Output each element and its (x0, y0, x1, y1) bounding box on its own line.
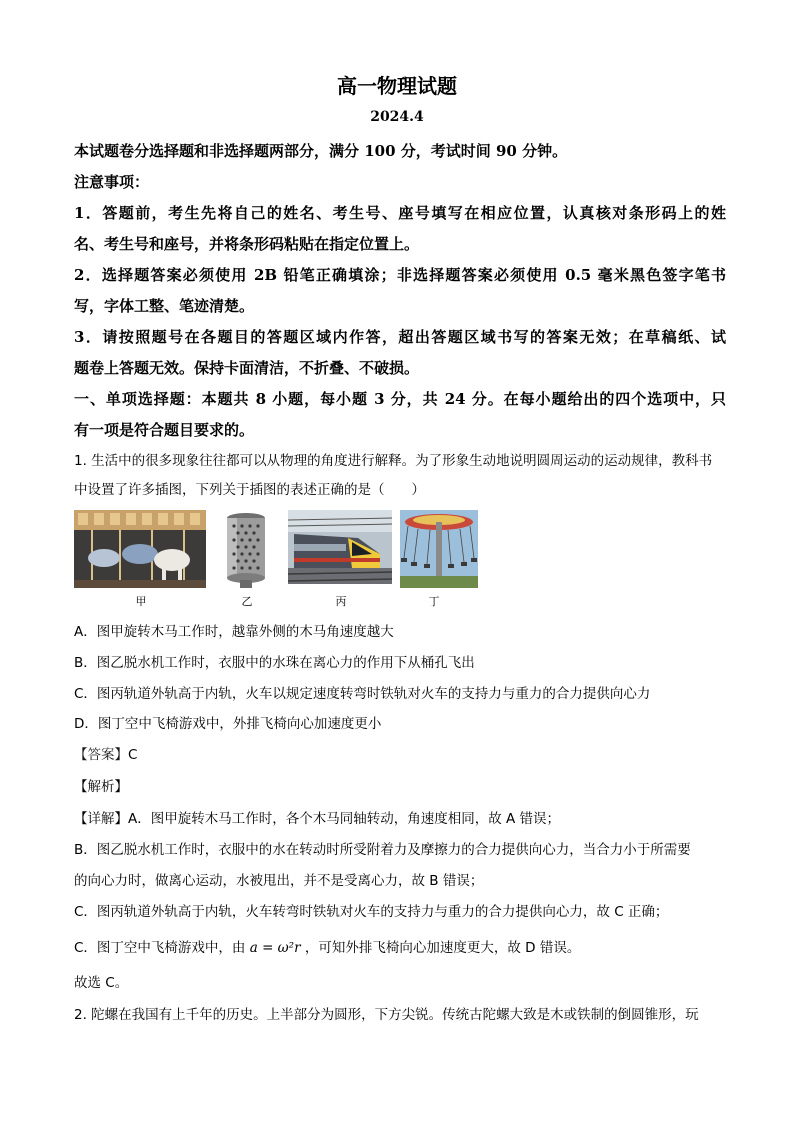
q1-option-b: B．图乙脱水机工作时，衣服中的水珠在离心力的作用下从桶孔飞出 (74, 655, 475, 671)
q1-detail-c: C．图丙轨道外轨高于内轨，火车转弯时铁轨对火车的支持力与重力的合力提供向心力，故 C 正确； (74, 904, 669, 920)
detail-d-suffix: ，可知外排飞椅向心加速度更大，故 D 错误。 (304, 940, 581, 956)
instructions-block (74, 136, 726, 446)
washer-drum-photo-icon (224, 510, 268, 588)
q1-detail-a (74, 807, 560, 827)
q1-figures (74, 510, 484, 610)
notice-item-2-line-2: 写，字体工整、笔迹清楚。 (74, 297, 255, 315)
formula: a = ω²r (249, 940, 301, 956)
answer-label: 【答案】 (74, 747, 128, 763)
swing-ride-photo-icon (400, 510, 478, 588)
q1-answer (74, 743, 137, 763)
detail-label: 【详解】 (74, 811, 128, 827)
train-photo-icon (288, 510, 392, 588)
notice-item-3-line-1: 3．请按照题号在各题目的答题区域内作答，超出答题区域书写的答案无效；在草稿纸、试 (74, 328, 726, 346)
q1-option-d: D．图丁空中飞椅游戏中，外排飞椅向心加速度更小 (74, 716, 382, 732)
figure-caption-bing: 丙 (335, 595, 347, 608)
figure-caption-jia: 甲 (135, 595, 147, 608)
section-1-heading-line-1: 一、单项选择题：本题共 8 小题，每小题 3 分，共 24 分。在每小题给出的四个选项中，只 (74, 390, 726, 408)
q1-option-a: A．图甲旋转木马工作时，越靠外侧的木马角速度越大 (74, 624, 394, 640)
detail-a-text: A．图甲旋转木马工作时，各个木马同轴转动，角速度相同，故 A 错误； (128, 811, 561, 827)
notice-item-1-line-2: 名、考生号和座号，并将条形码粘贴在指定位置上。 (74, 235, 420, 253)
q1-stem-line-1: 1. 生活中的很多现象往往都可以从物理的角度进行解释。为了形象生动地说明圆周运动的运动规律，教科书 (74, 453, 713, 469)
exam-date: 2024.4 (370, 109, 424, 125)
q1-detail-b-line-1: B．图乙脱水机工作时，衣服中的水在转动时所受附着力及摩擦力的合力提供向心力，当合力小于所需要 (74, 842, 691, 858)
notice-item-3-line-2: 题卷上答题无效。保持卡面清洁，不折叠、不破损。 (74, 359, 420, 377)
q1-option-c: C．图丙轨道外轨高于内轨，火车以规定速度转弯时铁轨对火车的支持力与重力的合力提供向心力 (74, 686, 651, 702)
notice-heading: 注意事项： (74, 173, 150, 191)
question-2-stem-line-1: 2. 陀螺在我国有上千年的历史。上半部分为圆形，下方尖锐。传统古陀螺大致是木或铁制的倒圆锥形，玩 (74, 1007, 699, 1023)
q1-conclusion: 故选 C。 (74, 975, 129, 991)
detail-d-prefix: C．图丁空中飞椅游戏中，由 (74, 940, 246, 956)
figure-caption-ding: 丁 (428, 595, 440, 608)
notice-item-2-line-1: 2．选择题答案必须使用 2B 铅笔正确填涂；非选择题答案必须使用 0.5 毫米黑色签字笔书 (74, 266, 726, 284)
q1-detail-d (74, 936, 580, 956)
intro-text: 本试题卷分选择题和非选择题两部分，满分 100 分，考试时间 90 分钟。 (74, 142, 568, 160)
carousel-photo-icon (74, 510, 206, 588)
analysis-label: 【解析】 (74, 779, 128, 795)
question-1-stem (74, 447, 726, 505)
figure-caption-yi: 乙 (241, 595, 253, 608)
page-title: 高一物理试题 (337, 74, 457, 98)
q1-detail-b-line-2: 的向心力时，做离心运动，水被甩出，并不是受离心力，故 B 错误； (74, 873, 484, 889)
q1-stem-line-2: 中设置了许多插图，下列关于插图的表述正确的是（ ） (74, 482, 425, 498)
answer-value: C (128, 747, 138, 763)
section-1-heading-line-2: 有一项是符合题目要求的。 (74, 421, 255, 439)
notice-item-1-line-1: 1．答题前，考生先将自己的姓名、考生号、座号填写在相应位置，认真核对条形码上的姓 (74, 204, 726, 222)
